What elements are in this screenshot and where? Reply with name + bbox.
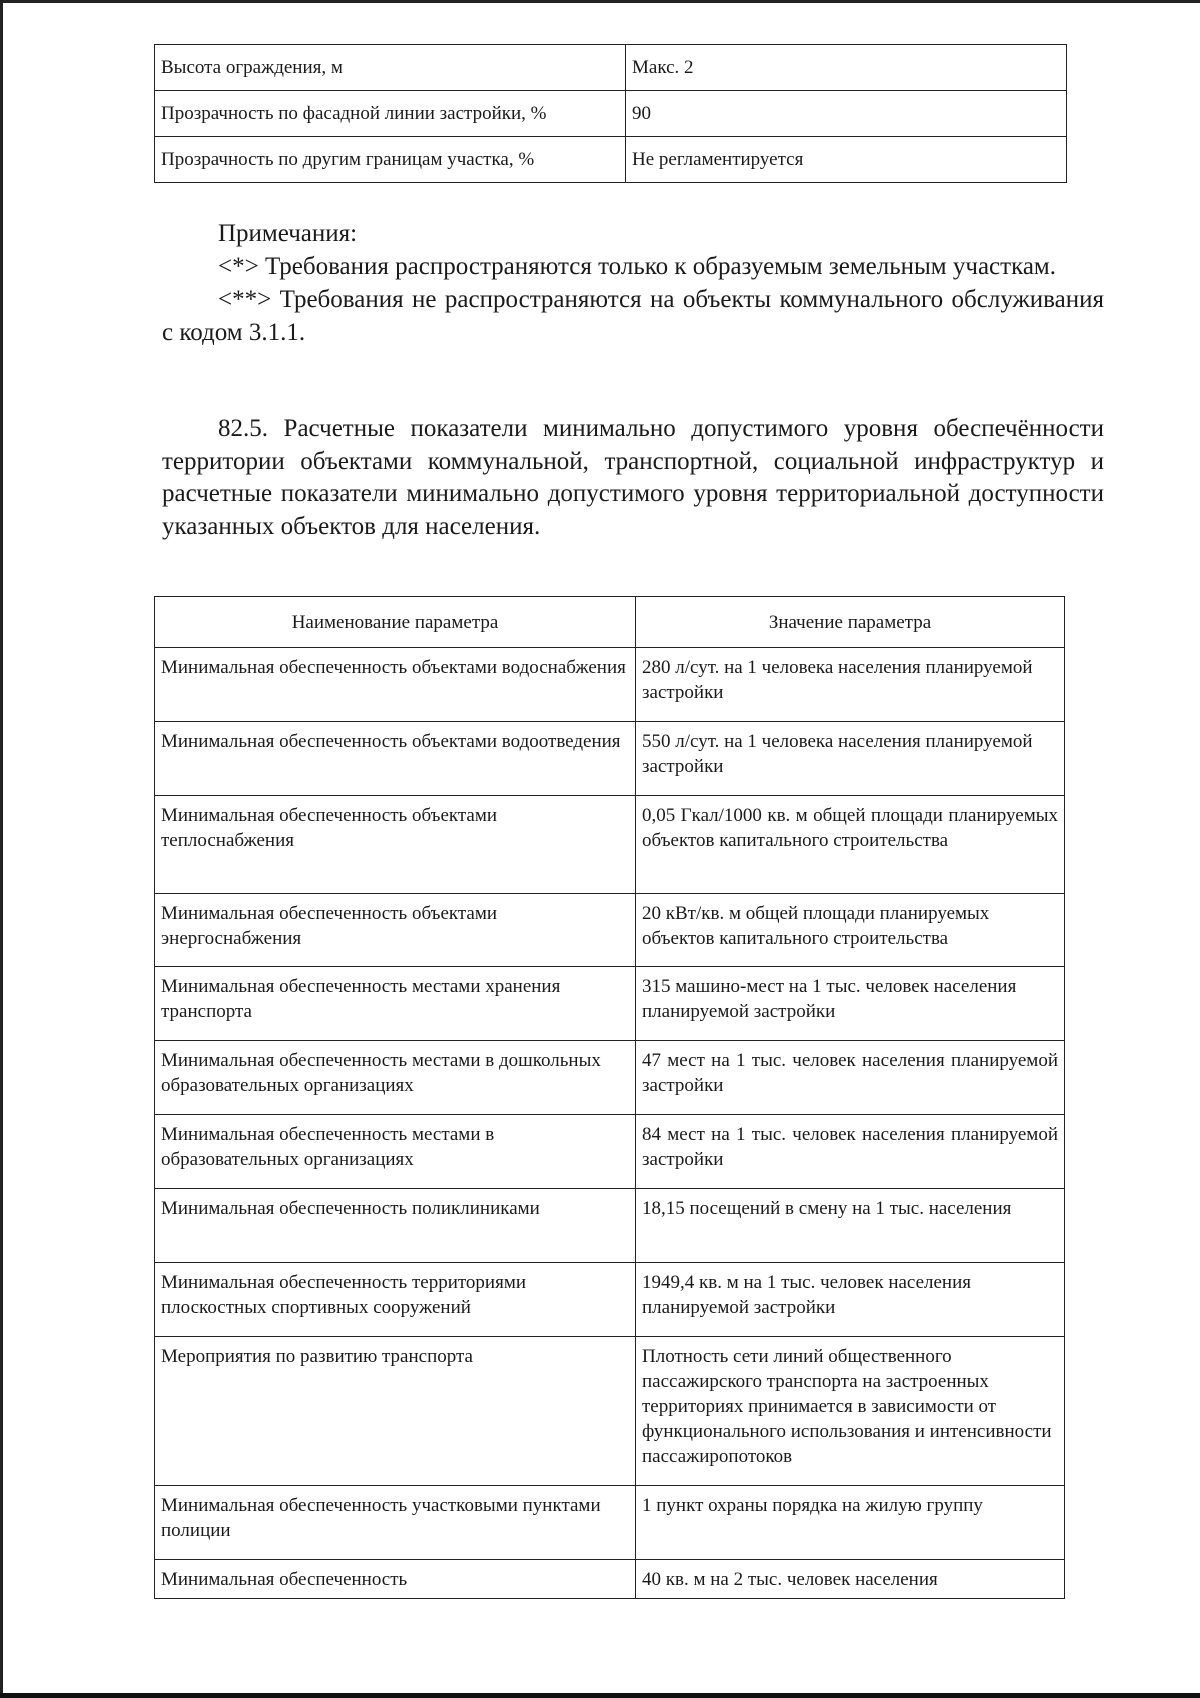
param-name-cell: Минимальная обеспеченность объектами энергоснабжения xyxy=(155,894,636,967)
header-name: Наименование параметра xyxy=(155,597,636,648)
table-row xyxy=(155,894,1065,967)
fence-param-cell: Прозрачность по другим границам участка, % xyxy=(155,137,626,183)
table-row xyxy=(155,1337,1065,1486)
parameters-table xyxy=(154,596,1065,1599)
param-name-cell: Минимальная обеспеченность объектами водоотведения xyxy=(155,722,636,796)
param-value-cell: 40 кв. м на 2 тыс. человек населения xyxy=(636,1560,1065,1599)
scan-border-bottom xyxy=(0,1693,1200,1698)
table-header-row xyxy=(155,597,1065,648)
notes-heading: Примечания: xyxy=(218,220,358,247)
table-row xyxy=(155,1189,1065,1263)
table-row xyxy=(155,796,1065,894)
table-row xyxy=(155,1041,1065,1115)
fence-param-cell: Прозрачность по фасадной линии застройки, % xyxy=(155,91,626,137)
table-row xyxy=(155,722,1065,796)
notes-block xyxy=(162,217,1104,349)
param-name-cell: Минимальная обеспеченность объектами теплоснабжения xyxy=(155,796,636,894)
param-value-cell: 20 кВт/кв. м общей площади планируемых объектов капитального строительства xyxy=(636,894,1065,967)
fence-value-cell: Макс. 2 xyxy=(626,45,1067,91)
header-value: Значение параметра xyxy=(636,597,1065,648)
scan-border-left xyxy=(0,0,3,1698)
section-paragraph: 82.5. Расчетные показатели минимально допустимого уровня обеспечённости территории объектами коммунальной, транспортной, социальной инфраструктур и расчетные показатели минимально допустимого уровня территориальной доступности указанных объектов для населения. xyxy=(162,415,1104,540)
note-2: <**> Требования не распространяются на объекты коммунального обслуживания с кодом 3.1.1. xyxy=(162,286,1104,346)
param-name-cell: Минимальная обеспеченность объектами водоснабжения xyxy=(155,648,636,722)
param-value-cell: 280 л/сут. на 1 человека населения планируемой застройки xyxy=(636,648,1065,722)
fence-table xyxy=(154,44,1067,183)
table-row xyxy=(155,45,1067,91)
table-row xyxy=(155,91,1067,137)
table-row xyxy=(155,1560,1065,1599)
param-value-cell: 47 мест на 1 тыс. человек населения планируемой застройки xyxy=(636,1041,1065,1115)
param-name-cell: Минимальная обеспеченность местами хранения транспорта xyxy=(155,967,636,1041)
param-value-cell: 1949,4 кв. м на 1 тыс. человек населения планируемой застройки xyxy=(636,1263,1065,1337)
param-name-cell: Минимальная обеспеченность участковыми пунктами полиции xyxy=(155,1486,636,1560)
table-row xyxy=(155,1486,1065,1560)
section-82-5 xyxy=(162,413,1104,543)
param-value-cell: 315 машино-мест на 1 тыс. человек населения планируемой застройки xyxy=(636,967,1065,1041)
fence-param-cell: Высота ограждения, м xyxy=(155,45,626,91)
param-value-cell: 84 мест на 1 тыс. человек населения планируемой застройки xyxy=(636,1115,1065,1189)
param-value-cell: 18,15 посещений в смену на 1 тыс. населения xyxy=(636,1189,1065,1263)
param-name-cell: Минимальная обеспеченность xyxy=(155,1560,636,1599)
table-row xyxy=(155,137,1067,183)
table-row xyxy=(155,967,1065,1041)
param-name-cell: Минимальная обеспеченность местами в дошкольных образовательных организациях xyxy=(155,1041,636,1115)
scan-border-top xyxy=(0,0,1200,3)
param-value-cell: 0,05 Гкал/1000 кв. м общей площади планируемых объектов капитального строительства xyxy=(636,796,1065,894)
param-value-cell: Плотность сети линий общественного пассажирского транспорта на застроенных территориях принимается в зависимости от функционального использования и интенсивности пассажиропотоков xyxy=(636,1337,1065,1486)
param-value-cell: 1 пункт охраны порядка на жилую группу xyxy=(636,1486,1065,1560)
param-name-cell: Мероприятия по развитию транспорта xyxy=(155,1337,636,1486)
fence-value-cell: Не регламентируется xyxy=(626,137,1067,183)
note-1: <*> Требования распространяются только к образуемым земельным участкам. xyxy=(218,253,1057,280)
fence-value-cell: 90 xyxy=(626,91,1067,137)
table-row xyxy=(155,648,1065,722)
table-row xyxy=(155,1115,1065,1189)
param-name-cell: Минимальная обеспеченность местами в образовательных организациях xyxy=(155,1115,636,1189)
param-name-cell: Минимальная обеспеченность территориями плоскостных спортивных сооружений xyxy=(155,1263,636,1337)
param-value-cell: 550 л/сут. на 1 человека населения планируемой застройки xyxy=(636,722,1065,796)
param-name-cell: Минимальная обеспеченность поликлиниками xyxy=(155,1189,636,1263)
table-row xyxy=(155,1263,1065,1337)
